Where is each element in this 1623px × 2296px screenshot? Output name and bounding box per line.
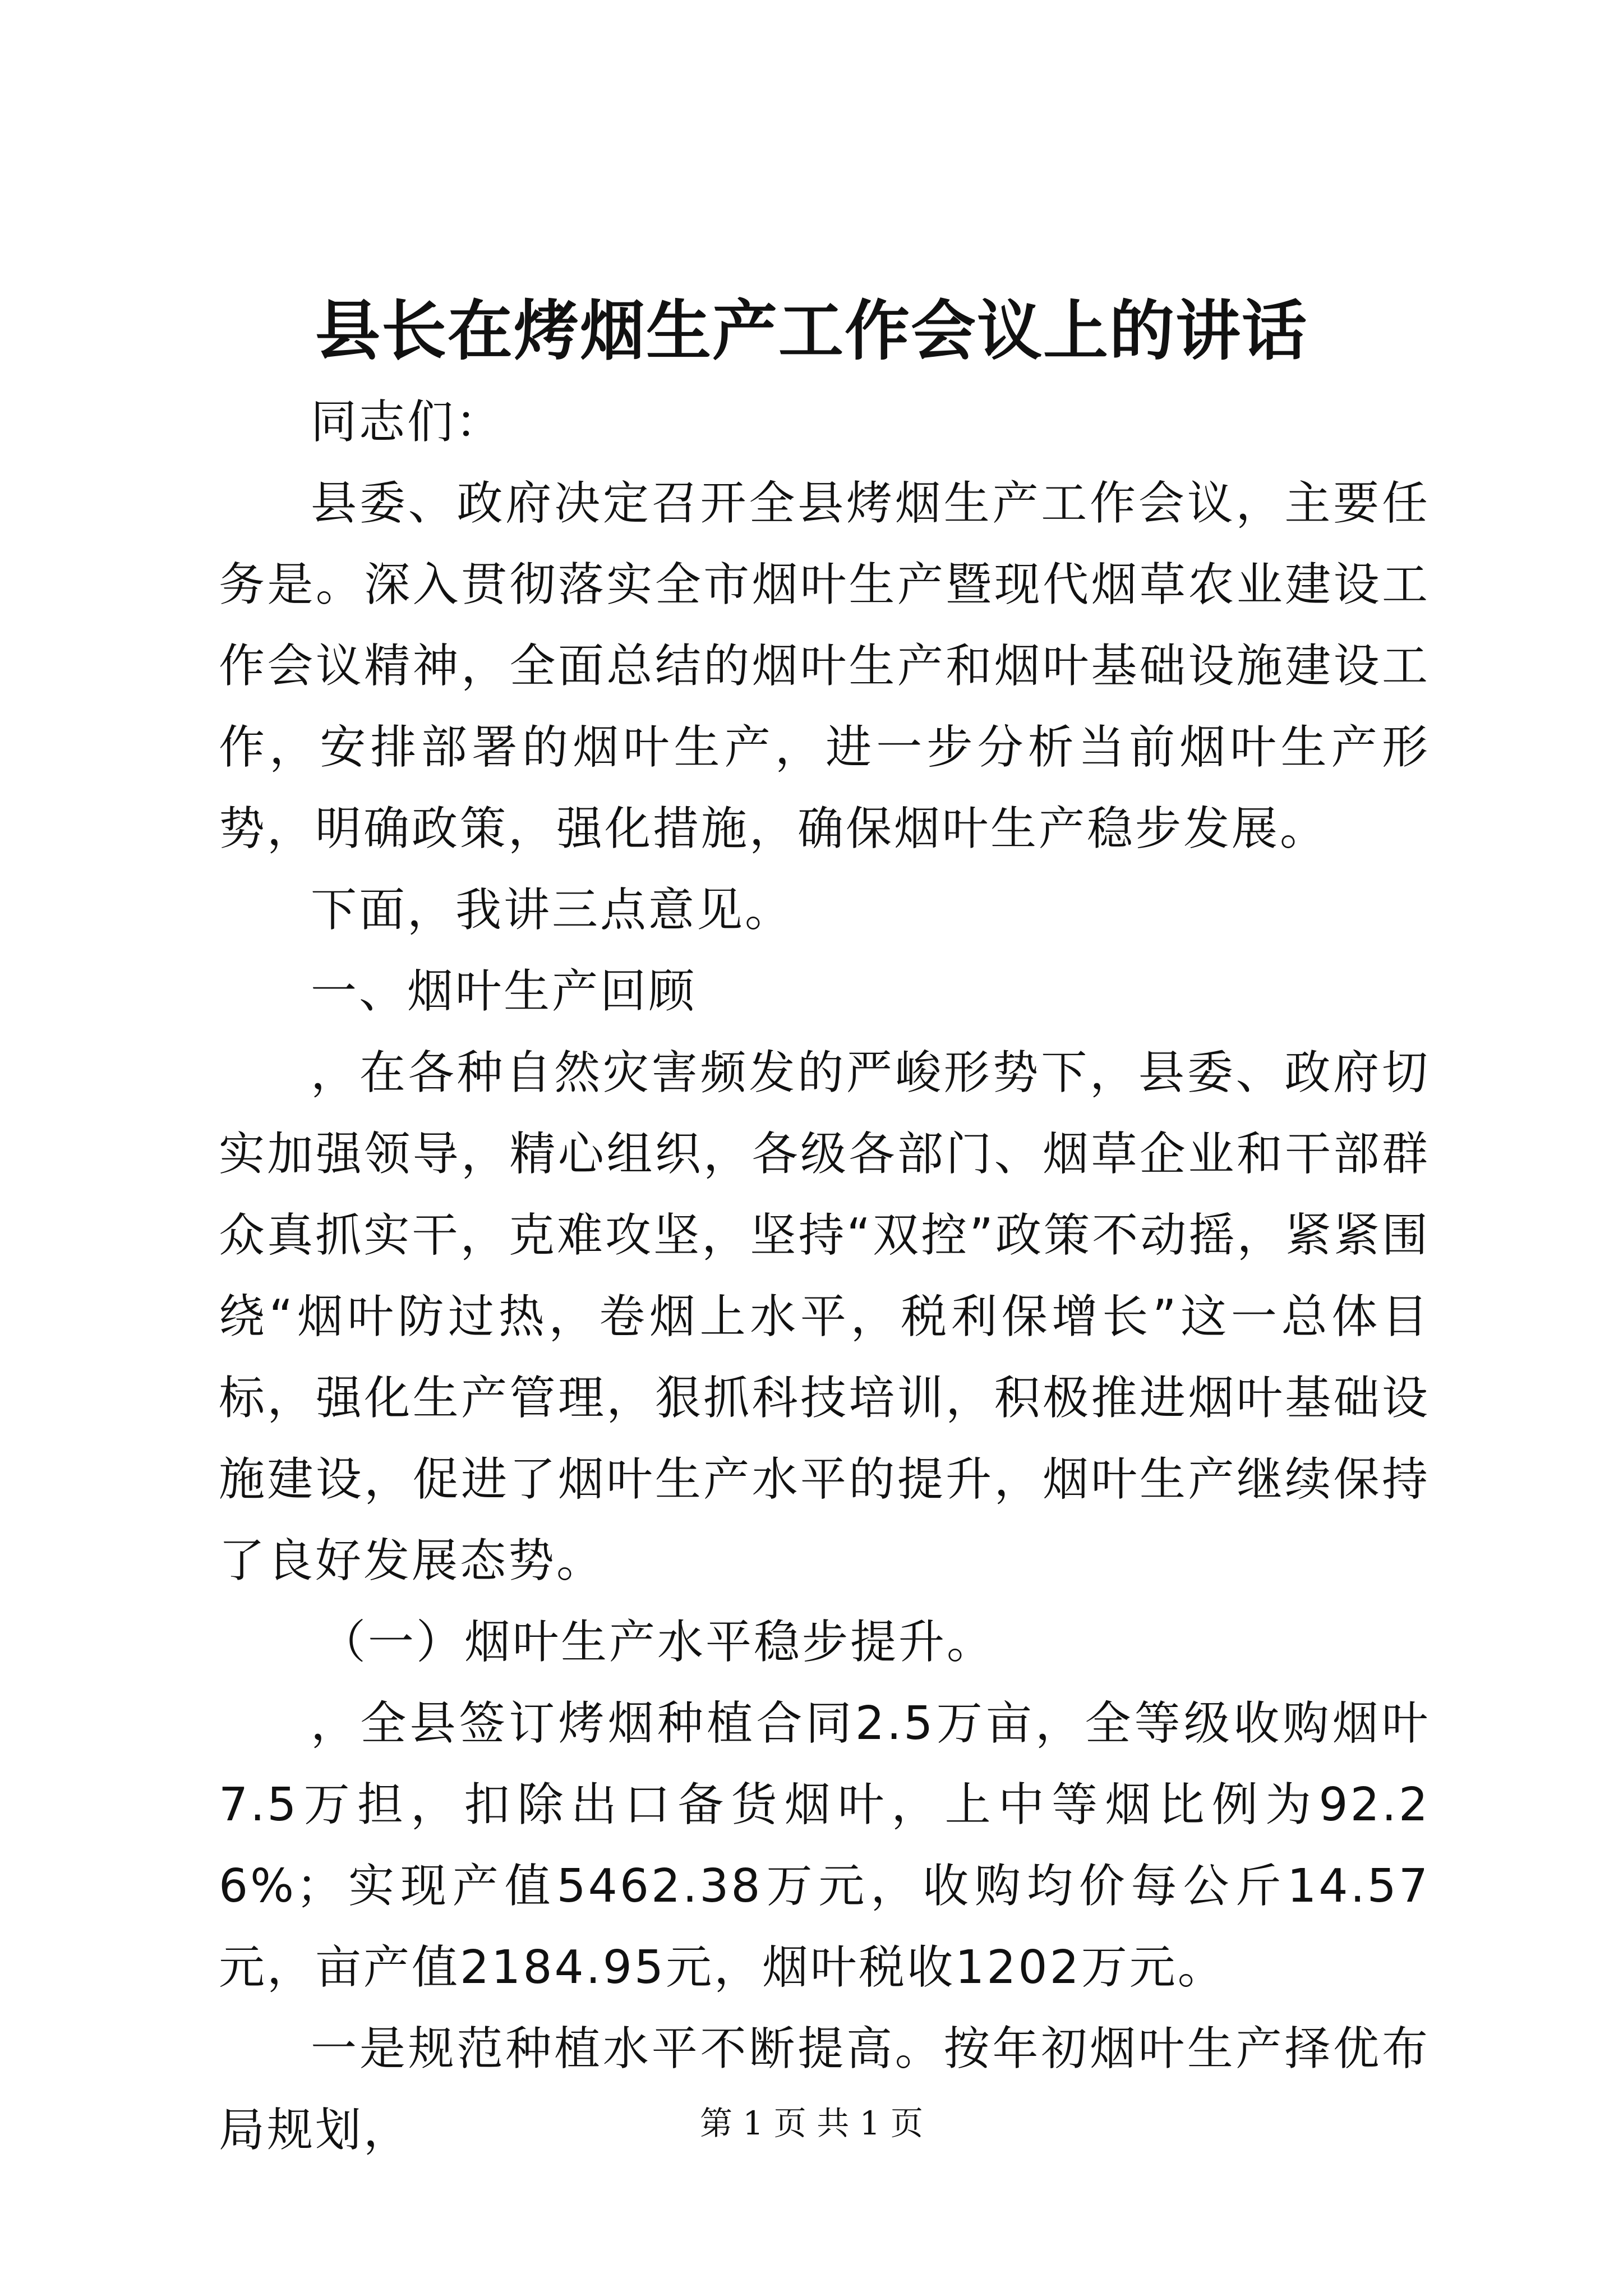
salutation-paragraph: 同志们： [311,395,504,449]
section-heading: 一、烟叶生产回顾 [311,965,697,1018]
statistics-paragraph: ，全县签订烤烟种植合同2.5万亩，全等级收购烟叶7.5万担，扣除出口备货烟叶，上中等烟比例为92.26%；实现产值5462.38万元，收购均价每公斤14.57元，亩产值2184.95元，烟叶税收1202万元。 [219,1697,1430,1994]
review-paragraph: ，在各种自然灾害频发的严峻形势下，县委、政府切实加强领导，精心组织，各级各部门、烟草企业和干部群众真抓实干，克难攻坚，坚持“双控”政策不动摇，紧紧围绕“烟叶防过热，卷烟上水平，税利保增长”这一总体目标，强化生产管理，狠抓科技培训，积极推进烟叶基础设施建设，促进了烟叶生产水平的提升，烟叶生产继续保持了良好发展态势。 [219,1046,1430,1588]
planting-paragraph: 一是规范种植水平不断提高。按年初烟叶生产择优布局规划， [219,2022,1430,2157]
intro-paragraph: 县委、政府决定召开全县烤烟生产工作会议，主要任务是。深入贯彻落实全市烟叶生产暨现代烟草农业建设工作会议精神，全面总结的烟叶生产和烟叶基础设施建设工作，安排部署的烟叶生产，进一步分析当前烟叶生产形势，明确政策，强化措施，确保烟叶生产稳步发展。 [219,477,1430,855]
subsection-heading: （一）烟叶生产水平稳步提升。 [320,1616,995,1669]
page-footer: 第 1 页 共 1 页 [700,2104,923,2142]
document-title: 县长在烤烟生产工作会议上的讲话 [315,293,1308,369]
document-body [219,381,1430,2171]
outline-paragraph: 下面，我讲三点意见。 [311,884,794,937]
